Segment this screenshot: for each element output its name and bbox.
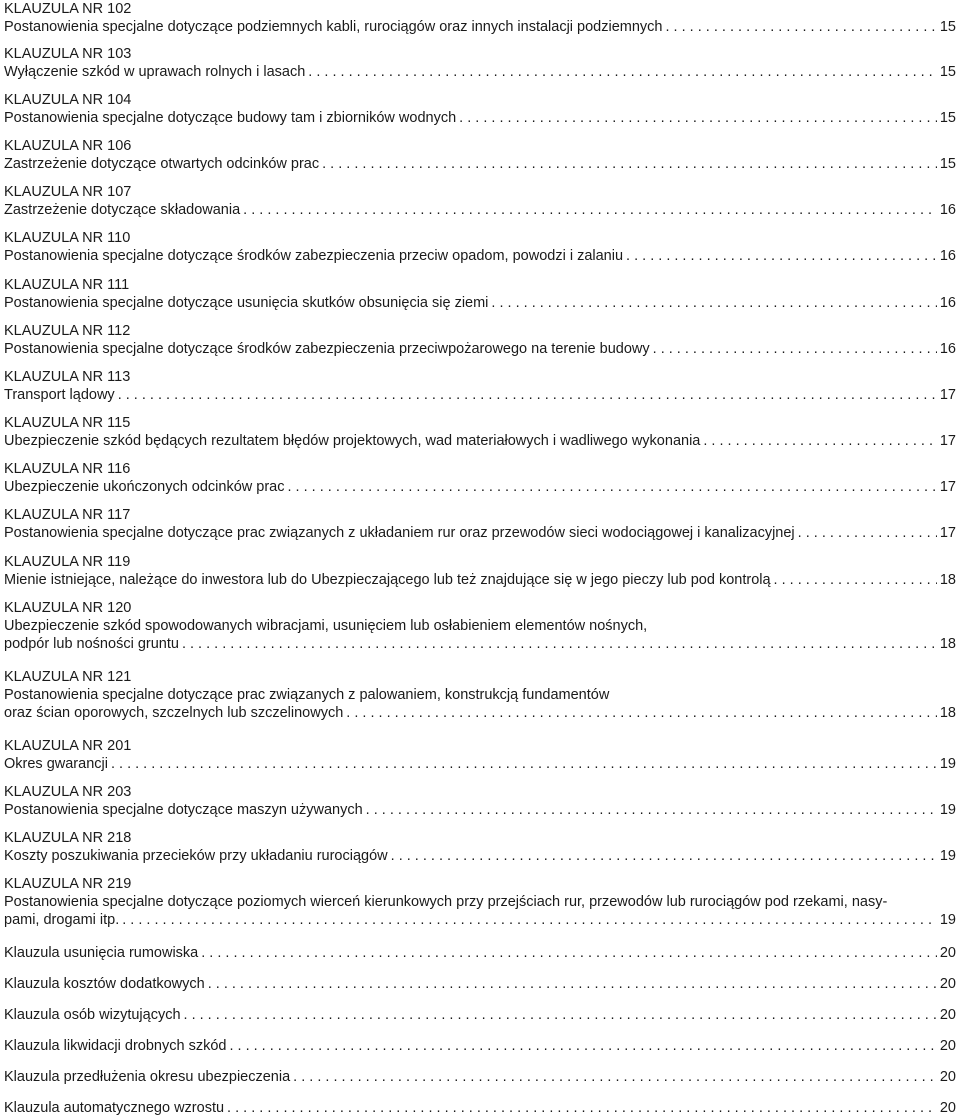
toc-entry-line (4, 704, 956, 722)
toc-entry-title: podpór lub nośności gruntu (4, 636, 179, 652)
toc-entry-heading: KLAUZULA NR 219 (4, 876, 132, 892)
toc-entry-title-line: Postanowienia specjalne dotyczące prac związanych z palowaniem, konstrukcją fundamentów (4, 687, 610, 703)
toc-entry[interactable] (4, 183, 956, 219)
dot-leader (366, 801, 937, 819)
toc-entry-heading: KLAUZULA NR 102 (4, 1, 132, 17)
toc-entry[interactable] (4, 783, 956, 819)
toc-entry-heading: KLAUZULA NR 112 (4, 323, 131, 339)
page-number: 20 (939, 1038, 956, 1054)
toc-entry-title: Klauzula kosztów dodatkowych (4, 976, 205, 992)
dot-leader (229, 1037, 936, 1055)
toc-entry-line (4, 18, 956, 36)
toc-entry-heading: KLAUZULA NR 121 (4, 669, 132, 685)
toc-entry-line (4, 801, 956, 819)
toc-entry-title: Postanowienia specjalne dotyczące środków zabezpieczenia przeciwpożarowego na terenie budowy (4, 341, 650, 357)
toc-entry-title: Zastrzeżenie dotyczące otwartych odcinków prac (4, 156, 320, 172)
toc-entry-title-line: Ubezpieczenie szkód spowodowanych wibracjami, usunięciem lub osłabieniem elementów nośnych, (4, 618, 648, 634)
toc-entry-line (4, 975, 956, 993)
page-number: 20 (939, 945, 956, 961)
toc-entry[interactable] (4, 975, 956, 993)
dot-leader (774, 571, 937, 589)
toc-entry-line (4, 63, 956, 81)
page-number: 17 (939, 525, 956, 541)
toc-entry-line (4, 1068, 956, 1086)
page-number: 18 (939, 636, 956, 652)
dot-leader (666, 18, 937, 36)
page-number: 18 (939, 572, 956, 588)
toc-entry-line (4, 294, 956, 312)
dot-leader (182, 635, 937, 653)
page-number: 20 (939, 1007, 956, 1023)
dot-leader (208, 975, 937, 993)
toc-entry-title: Klauzula likwidacji drobnych szkód (4, 1038, 227, 1054)
dot-leader (184, 1006, 937, 1024)
toc-entry-title: Postanowienia specjalne dotyczące środków zabezpieczenia przeciw opadom, powodzi i zalaniu (4, 248, 624, 264)
toc-entry-heading: KLAUZULA NR 116 (4, 461, 131, 477)
toc-entry-line (4, 524, 956, 542)
toc-entry-line (4, 247, 956, 265)
toc-entry-heading: KLAUZULA NR 107 (4, 184, 132, 200)
toc-entry-heading: KLAUZULA NR 111 (4, 277, 130, 293)
page-number: 19 (939, 802, 956, 818)
page-number: 16 (939, 202, 956, 218)
toc-entry-heading: KLAUZULA NR 110 (4, 230, 131, 246)
toc-entry-title: Klauzula usunięcia rumowiska (4, 945, 199, 961)
toc-entry[interactable] (4, 414, 956, 450)
page-number: 18 (939, 705, 956, 721)
toc-entry-title: oraz ścian oporowych, szczelnych lub szczelinowych (4, 705, 344, 721)
toc-entry-title: Postanowienia specjalne dotyczące maszyn używanych (4, 802, 363, 818)
toc-entry-title-line: Postanowienia specjalne dotyczące poziomych wierceń kierunkowych przy przejściach rur, przewodów lub rurociągów pod rzekami, nasy- (4, 894, 888, 910)
page-number: 16 (939, 341, 956, 357)
toc-entry-line (4, 201, 956, 219)
toc-entry-title: Wyłączenie szkód w uprawach rolnych i lasach (4, 64, 306, 80)
toc-entry-line (4, 847, 956, 865)
toc-entry-title: Zastrzeżenie dotyczące składowania (4, 202, 241, 218)
dot-leader (459, 109, 937, 127)
toc-entry[interactable] (4, 229, 956, 265)
page-number: 15 (939, 64, 956, 80)
toc-entry-heading: KLAUZULA NR 119 (4, 554, 131, 570)
toc-entry-line (4, 478, 956, 496)
toc-entry[interactable] (4, 322, 956, 358)
toc-entry-line (4, 386, 956, 404)
toc-entry[interactable] (4, 944, 956, 962)
toc-entry-heading: KLAUZULA NR 203 (4, 784, 132, 800)
toc-entry[interactable] (4, 45, 956, 81)
page-number: 19 (939, 756, 956, 772)
dot-leader (703, 432, 937, 450)
toc-entry[interactable] (4, 137, 956, 173)
dot-leader (288, 478, 937, 496)
toc-entry-heading: KLAUZULA NR 113 (4, 369, 131, 385)
dot-leader (346, 704, 937, 722)
toc-entry[interactable] (4, 276, 956, 312)
toc-entry-heading: KLAUZULA NR 218 (4, 830, 132, 846)
toc-entry-line (4, 1006, 956, 1024)
dot-leader (653, 340, 937, 358)
toc-entry-title: Klauzula osób wizytujących (4, 1007, 181, 1023)
toc-entry[interactable] (4, 368, 956, 404)
toc-entry-heading: KLAUZULA NR 103 (4, 46, 132, 62)
toc-entry-line (4, 109, 956, 127)
dot-leader (626, 247, 937, 265)
toc-entry-line (4, 944, 956, 962)
toc-entry[interactable] (4, 875, 956, 929)
toc-entry-title: Klauzula automatycznego wzrostu (4, 1100, 225, 1116)
dot-leader (201, 944, 937, 962)
toc-entry[interactable] (4, 1006, 956, 1024)
toc-entry-title: Koszty poszukiwania przecieków przy układaniu rurociągów (4, 848, 388, 864)
toc-entry-heading: KLAUZULA NR 201 (4, 738, 132, 754)
dot-leader (227, 1099, 937, 1117)
toc-entry-title: Mienie istniejące, należące do inwestora lub do Ubezpieczającego lub też znajdujące się w jego pieczy lub pod kontrolą (4, 572, 771, 588)
toc-entry[interactable] (4, 460, 956, 496)
dot-leader (111, 755, 937, 773)
page-number: 19 (939, 848, 956, 864)
toc-entry[interactable] (4, 91, 956, 127)
page-number: 20 (939, 976, 956, 992)
page-number: 17 (939, 479, 956, 495)
toc-entry-title: Postanowienia specjalne dotyczące podziemnych kabli, rurociągów oraz innych instalacji podziemnych (4, 19, 663, 35)
toc-entry[interactable] (4, 668, 956, 722)
dot-leader (322, 155, 937, 173)
toc-entry[interactable] (4, 506, 956, 542)
dot-leader (391, 847, 937, 865)
toc-entry-line (4, 911, 956, 929)
page-number: 15 (939, 19, 956, 35)
toc-entry-line (4, 1099, 956, 1117)
toc-entry-title: Postanowienia specjalne dotyczące usunięcia skutków obsunięcia się ziemi (4, 295, 489, 311)
toc-entry-line (4, 755, 956, 773)
page-number: 20 (939, 1069, 956, 1085)
page-number: 16 (939, 248, 956, 264)
toc-entry[interactable] (4, 553, 956, 589)
dot-leader (491, 294, 936, 312)
toc-entry-title: Ubezpieczenie szkód będących rezultatem błędów projektowych, wad materiałowych i wadliwego wykonania (4, 433, 701, 449)
page-number: 17 (939, 433, 956, 449)
dot-leader (308, 63, 937, 81)
toc-entry-heading: KLAUZULA NR 117 (4, 507, 131, 523)
page-number: 19 (939, 912, 956, 928)
dot-leader (118, 386, 937, 404)
toc-entry-line (4, 635, 956, 653)
toc-entry-heading: KLAUZULA NR 115 (4, 415, 131, 431)
page-number: 15 (939, 110, 956, 126)
page-number: 16 (939, 295, 956, 311)
toc-entry-heading: KLAUZULA NR 104 (4, 92, 132, 108)
toc-entry[interactable] (4, 829, 956, 865)
dot-leader (122, 911, 937, 929)
page-number: 20 (939, 1100, 956, 1116)
toc-entry-heading: KLAUZULA NR 120 (4, 600, 132, 616)
toc-entry-title: pami, drogami itp. (4, 912, 120, 928)
page-number: 17 (939, 387, 956, 403)
toc-entry-line (4, 340, 956, 358)
toc-entry-title: Okres gwarancji (4, 756, 108, 772)
toc-entry[interactable] (4, 737, 956, 773)
toc-entry-line (4, 571, 956, 589)
toc-entry[interactable] (4, 599, 956, 653)
dot-leader (798, 524, 937, 542)
toc-entry-title: Postanowienia specjalne dotyczące prac związanych z układaniem rur oraz przewodów sieci wodociągowej i kanalizacyjnej (4, 525, 795, 541)
toc-entry-title: Postanowienia specjalne dotyczące budowy tam i zbiorników wodnych (4, 110, 457, 126)
toc-entry-title: Ubezpieczenie ukończonych odcinków prac (4, 479, 285, 495)
dot-leader (293, 1068, 937, 1086)
toc-entry[interactable] (4, 0, 956, 36)
toc-entry-line (4, 155, 956, 173)
toc-entry-title: Klauzula przedłużenia okresu ubezpieczenia (4, 1069, 291, 1085)
dot-leader (243, 201, 937, 219)
toc-entry-title: Transport lądowy (4, 387, 115, 403)
toc-entry-line (4, 1037, 956, 1055)
toc-entry[interactable] (4, 1099, 956, 1117)
toc-entry-heading: KLAUZULA NR 106 (4, 138, 132, 154)
page-number: 15 (939, 156, 956, 172)
toc-entry-line (4, 432, 956, 450)
toc-entry[interactable] (4, 1037, 956, 1055)
toc-entry[interactable] (4, 1068, 956, 1086)
